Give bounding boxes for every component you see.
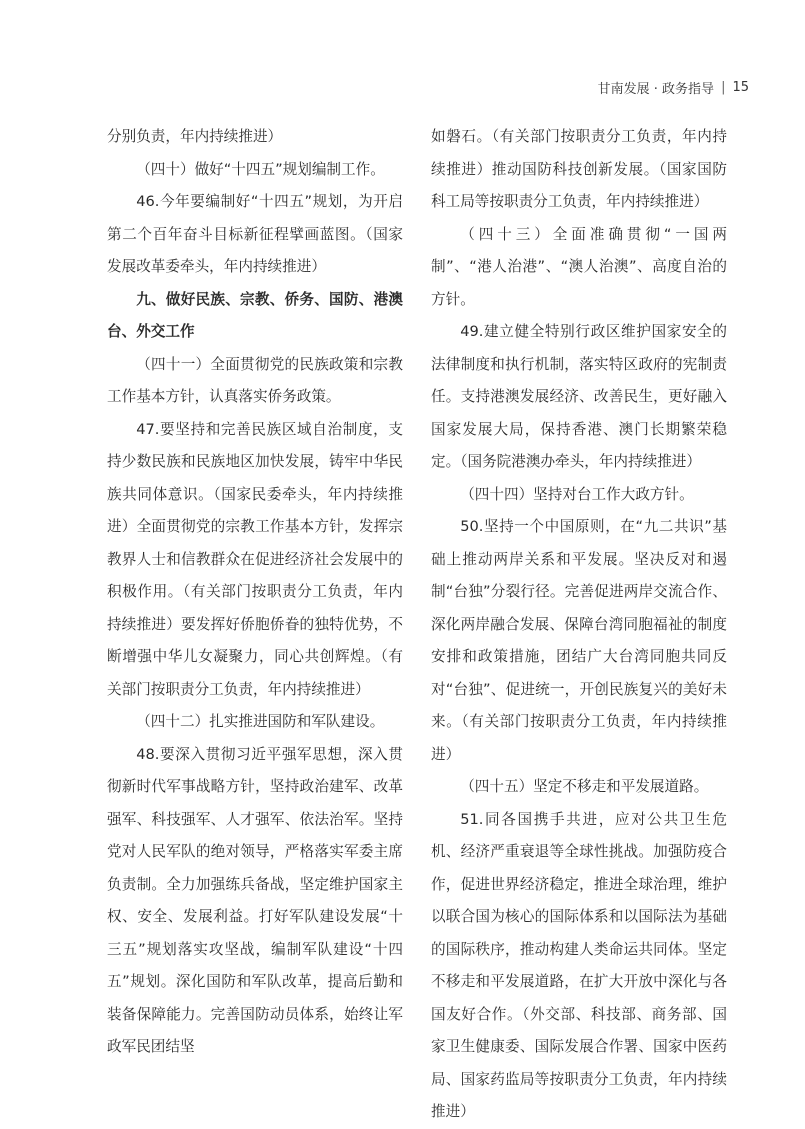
paragraph: 分别负责，年内持续推进）: [107, 128, 283, 145]
section-heading: （四十）做好“十四五”规划编制工作。: [136, 160, 385, 178]
page-number: 15: [732, 80, 749, 95]
chapter-heading: 九、做好民族、宗教、侨务、国防、港澳台、外交工作: [107, 290, 403, 340]
section-heading: （四十四）坚持对台工作大政方针。: [460, 485, 694, 503]
left-column: [107, 121, 403, 1064]
section-heading: （四十五）坚定不移走和平发展道路。: [460, 778, 709, 795]
header-title: 甘南发展 · 政务指导: [597, 82, 715, 97]
right-column: [431, 121, 727, 1129]
running-header: [598, 78, 749, 97]
paragraph: 51.同各国携手共进，应对公共卫生危机、经济严重衰退等全球性挑战。加强防疫合作，促进世界经济稳定，推进全球治理，维护以联合国为核心的国际体系和以国际法为基础的国际秩序，推动构建人类命运共同体。坚定不移走和平发展道路，在扩大开放中深化与各国友好合作。（外交部、科技部、商务部、国家卫生健康委、国际发展合作署、国家中医药局、国家药监局等按职责分工负责，年内持续推进）: [431, 810, 727, 1120]
section-heading: （四十一）全面贯彻党的民族政策和宗教工作基本方针，认真落实侨务政策。: [107, 355, 403, 405]
paragraph: 46.今年要编制好“十四五”规划，为开启第二个百年奋斗目标新征程擘画蓝图。（国家发展改革委牵头，年内持续推进）: [107, 193, 403, 275]
section-heading: （四十三）全面准确贯彻“一国两制”、“港人治港”、“澳人治澳”、高度自治的方针。: [431, 225, 727, 308]
header-divider: |: [721, 80, 726, 95]
section-heading: （四十二）扎实推进国防和军队建设。: [136, 713, 385, 730]
paragraph: 50.坚持一个中国原则，在“九二共识”基础上推动两岸关系和平发展。坚决反对和遏制“台独”分裂行径。完善促进两岸交流合作、深化两岸融合发展、保障台湾同胞福祉的制度安排和政策措施，团结广大台湾同胞共同反对“台独”、促进统一，开创民族复兴的美好未来。（有关部门按职责分工负责，年内持续推进）: [431, 518, 727, 763]
paragraph: 49.建立健全特别行政区维护国家安全的法律制度和执行机制，落实特区政府的宪制责任。支持港澳发展经济、改善民生，更好融入国家发展大局，保持香港、澳门长期繁荣稳定。（国务院港澳办牵头，年内持续推进）: [431, 323, 727, 470]
paragraph: 47.要坚持和完善民族区域自治制度，支持少数民族和民族地区加快发展，铸牢中华民族共同体意识。（国家民委牵头，年内持续推进）全面贯彻党的宗教工作基本方针，发挥宗教界人士和信教群众在促进经济社会发展中的积极作用。（有关部门按职责分工负责，年内持续推进）要发挥好侨胞侨眷的独特优势，不断增强中华儿女凝聚力，同心共创辉煌。（有关部门按职责分工负责，年内持续推进）: [107, 420, 403, 698]
paragraph: 48.要深入贯彻习近平强军思想，深入贯彻新时代军事战略方针，坚持政治建军、改革强军、科技强军、人才强军、依法治军。坚持党对人民军队的绝对领导，严格落实军委主席负责制。全力加强练兵备战，坚定维护国家主权、安全、发展利益。打好军队建设发展“十三五”规划落实攻坚战，编制军队建设“十四五”规划。深化国防和军队改革，提高后勤和装备保障能力。完善国防动员体系，始终让军政军民团结坚: [107, 745, 403, 1055]
paragraph: 如磐石。（有关部门按职责分工负责，年内持续推进）推动国防科技创新发展。（国家国防科工局等按职责分工负责，年内持续推进）: [431, 128, 727, 210]
